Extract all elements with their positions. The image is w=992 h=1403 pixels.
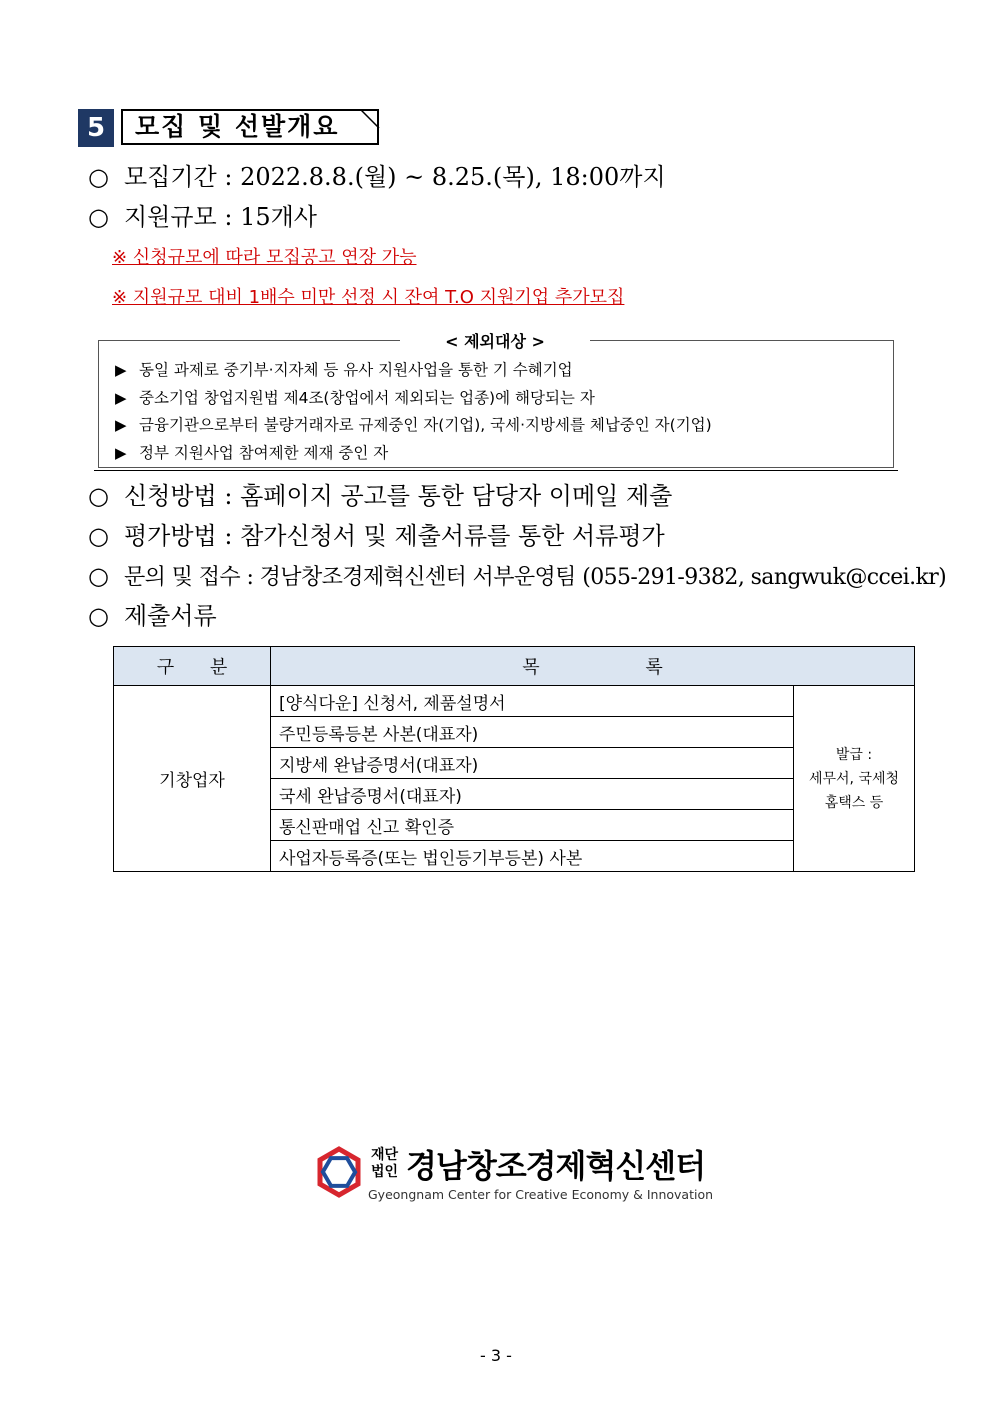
docs-heading-line <box>88 601 217 631</box>
triangle-right-icon: ▶ <box>115 444 127 462</box>
page-number: - 3 - <box>480 1346 512 1365</box>
section-title: 모집 및 선발개요 <box>121 109 379 145</box>
bullet-circle-icon: ○ <box>88 482 109 510</box>
exclusion-title: < 제외대상 > <box>400 330 590 354</box>
center-logo-icon <box>313 1146 365 1198</box>
issue-note-line: 발급 : <box>835 746 873 763</box>
recruit-note-extension: ※ 신청규모에 따라 모집공고 연장 가능 <box>112 247 417 268</box>
table-row <box>114 686 915 717</box>
bullet-circle-icon: ○ <box>88 522 109 550</box>
evaluate-method: 평가방법 : 참가신청서 및 제출서류를 통한 서류평가 <box>124 522 665 550</box>
document-cell: 주민등록등본 사본(대표자) <box>271 717 794 748</box>
documents-table <box>113 646 915 872</box>
apply-method-line <box>88 481 672 511</box>
triangle-right-icon: ▶ <box>115 416 127 434</box>
issue-note-line: 홈택스 등 <box>824 794 884 811</box>
exclusion-item <box>115 359 573 381</box>
exclusion-item-text: 중소기업 창업지원법 제4조(창업에서 제외되는 업종)에 해당되는 자 <box>139 389 595 407</box>
table-header-row <box>114 647 915 686</box>
logo-prefix-line: 재단 <box>371 1147 399 1163</box>
exclusion-item-text: 정부 지원사업 참여제한 제재 중인 자 <box>139 444 389 462</box>
exclusion-item <box>115 387 595 409</box>
divider <box>94 470 898 471</box>
logo-english-name: Gyeongnam Center for Creative Economy & Innovation <box>368 1187 714 1202</box>
bullet-circle-icon: ○ <box>88 602 109 630</box>
recruit-scale: 지원규모 : 15개사 <box>124 203 317 231</box>
exclusion-item-text: 동일 과제로 중기부·지자체 등 유사 지원사업을 통한 기 수혜기업 <box>139 361 573 379</box>
recruit-period: 모집기간 : 2022.8.8.(월) ~ 8.25.(목), 18:00까지 <box>124 163 666 191</box>
issue-note-line: 세무서, 국세청 <box>808 770 900 787</box>
document-cell: 사업자등록증(또는 법인등기부등본) 사본 <box>271 841 794 872</box>
issue-note-cell <box>794 686 915 872</box>
header-category: 구 분 <box>114 647 271 686</box>
document-cell: 지방세 완납증명서(대표자) <box>271 748 794 779</box>
triangle-right-icon: ▶ <box>115 361 127 379</box>
logo-prefix-line: 법인 <box>371 1164 399 1180</box>
header-list: 목 록 <box>271 647 915 686</box>
bullet-circle-icon: ○ <box>88 203 109 231</box>
bullet-circle-icon: ○ <box>88 163 109 191</box>
recruit-period-line <box>88 162 666 192</box>
exclusion-item-text: 금융기관으로부터 불량거래자로 규제중인 자(기업), 국세·지방세를 체납중인 자(기업) <box>139 416 712 434</box>
recruit-note-additional: ※ 지원규모 대비 1배수 미만 선정 시 잔여 T.O 지원기업 추가모집 <box>112 287 625 308</box>
document-cell: 국세 완납증명서(대표자) <box>271 779 794 810</box>
contact-info: 문의 및 접수 : 경남창조경제혁신센터 서부운영팀 (055-291-9382, sangwuk@ccei.kr) <box>124 565 947 590</box>
exclusion-item <box>115 414 712 436</box>
document-cell: [양식다운] 신청서, 제품설명서 <box>271 686 794 717</box>
logo-prefix <box>371 1147 398 1181</box>
evaluate-method-line <box>88 521 665 551</box>
category-cell: 기창업자 <box>114 686 271 872</box>
triangle-right-icon: ▶ <box>115 389 127 407</box>
contact-line <box>88 561 946 593</box>
corner-fold-icon <box>360 109 380 129</box>
logo-name: 경남창조경제혁신센터 <box>406 1147 706 1185</box>
docs-heading: 제출서류 <box>124 602 217 630</box>
document-cell: 통신판매업 신고 확인증 <box>271 810 794 841</box>
recruit-scale-line <box>88 202 317 232</box>
apply-method: 신청방법 : 홈페이지 공고를 통한 담당자 이메일 제출 <box>124 482 673 510</box>
exclusion-item <box>115 442 388 464</box>
section-number: 5 <box>78 109 114 147</box>
bullet-circle-icon: ○ <box>88 562 109 590</box>
